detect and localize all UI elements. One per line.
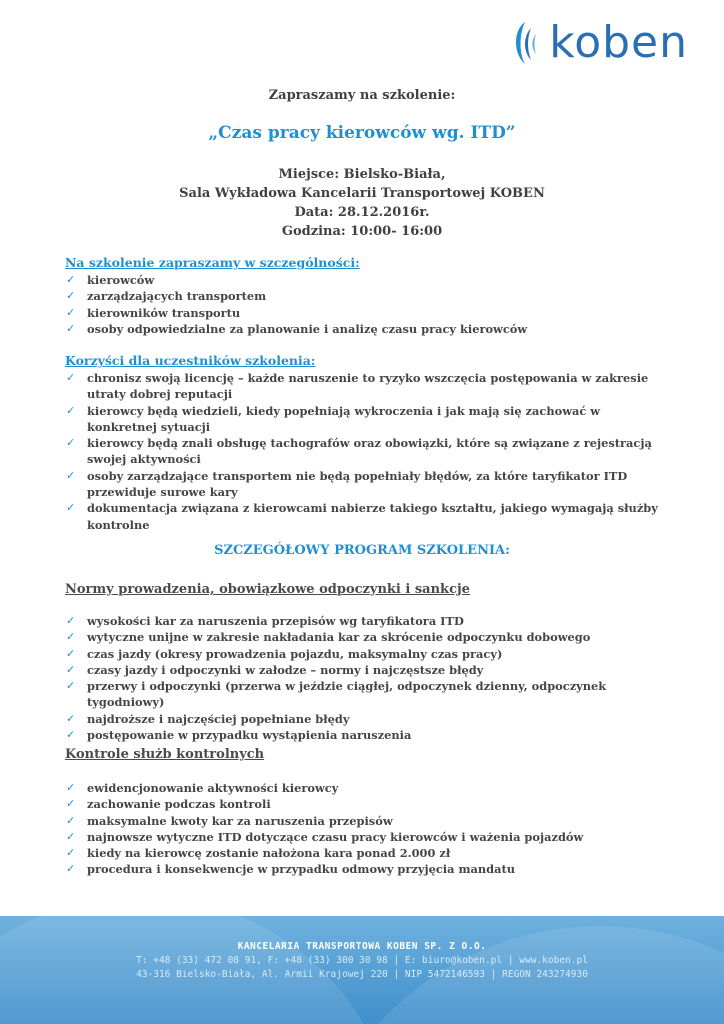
- list-item: ✓ najnowsze wytyczne ITD dotyczące czasu pracy kierowców i ważenia pojazdów: [66, 829, 584, 844]
- checkmark-icon: ✓: [66, 305, 76, 319]
- list-item: ✓ czas jazdy (okresy prowadzenia pojazdu, maksymalny czas pracy): [66, 646, 503, 661]
- audience-heading: Na szkolenie zapraszamy w szczególności:: [65, 255, 360, 270]
- hours-line: Godzina: 10:00- 16:00: [281, 224, 443, 239]
- audience-section: [65, 254, 665, 337]
- checkmark-icon: ✓: [66, 813, 76, 827]
- list-item: ✓ zachowanie podczas kontroli: [66, 797, 271, 812]
- list-item: ✓ zarządzających transportem: [66, 289, 267, 304]
- list-item: ✓ kierowcy będą znali obsługę tachografów oraz obowiązki, które są związane z rejestracją swojej aktywności: [66, 436, 652, 467]
- checkmark-icon: ✓: [66, 273, 76, 286]
- training-details: [0, 165, 724, 241]
- date-line: Data: 28.12.2016r.: [294, 205, 430, 220]
- list-item: ✓ wytyczne unijne w zakresie nakładania kar za skrócenie odpoczynku dobowego: [66, 630, 591, 645]
- koben-swirl-icon: [509, 20, 543, 66]
- checkmark-icon: ✓: [66, 711, 76, 725]
- contact-line: T: +48 (33) 472 08 91, F: +48 (33) 300 30 98 | E: biuro@koben.pl | www.koben.pl: [136, 955, 588, 966]
- list-item: ✓ procedura i konsekwencje w przypadku odmowy przyjęcia mandatu: [66, 862, 516, 877]
- checkmark-icon: ✓: [66, 403, 76, 417]
- list-item: ✓ osoby zarządzające transportem nie będą popełniały błędów, za które taryfikator ITD przewiduje surowe kary: [66, 468, 628, 500]
- checkmark-icon: ✓: [66, 679, 76, 693]
- checkmark-icon: ✓: [66, 662, 76, 676]
- benefits-section: [65, 352, 665, 533]
- company-name: KANCELARIA TRANSPORTOWA KOBEN SP. Z O.O.: [237, 941, 487, 952]
- checkmark-icon: ✓: [66, 728, 76, 742]
- list-item: ✓ chronisz swoją licencję – każde naruszenie to ryzyko wszczęcia postępowania w zakresie utraty dobrej reputacji: [66, 371, 649, 402]
- checkmark-icon: ✓: [66, 862, 76, 876]
- list-item: ✓ wysokości kar za naruszenia przepisów wg taryfikatora ITD: [66, 614, 464, 628]
- checkmark-icon: ✓: [66, 797, 76, 811]
- norms-heading: Normy prowadzenia, obowiązkowe odpoczynki i sankcje: [65, 582, 470, 597]
- audience-list: [65, 272, 665, 337]
- checkmark-icon: ✓: [66, 501, 76, 515]
- training-title: „Czas pracy kierowców wg. ITD”: [208, 123, 516, 143]
- checkmark-icon: ✓: [66, 630, 76, 644]
- list-item: ✓ kierowcy będą wiedzieli, kiedy popełniają wykroczenia i jak mają się zachować w konkretnej sytuacji: [66, 403, 601, 434]
- checkmark-icon: ✓: [66, 468, 76, 482]
- checkmark-icon: ✓: [66, 846, 76, 860]
- checkmark-icon: ✓: [66, 371, 76, 384]
- koben-logo: [509, 16, 688, 70]
- address-line: 43-316 Bielsko-Biała, Al. Armii Krajowej 220 | NIP 5472146593 | REGON 243274930: [136, 969, 588, 980]
- venue-line: Sala Wykładowa Kancelarii Transportowej KOBEN: [179, 186, 545, 201]
- list-item: ✓ kiedy na kierowcę zostanie nałożona kara ponad 2.000 zł: [66, 846, 451, 861]
- benefits-heading: Korzyści dla uczestników szkolenia:: [65, 353, 316, 368]
- checkmark-icon: ✓: [66, 829, 76, 843]
- list-item: ✓ dokumentacja związana z kierowcami nabierze takiego kształtu, jakiego wymagają służby kontrolne: [66, 501, 658, 532]
- list-item: ✓ najdroższe i najczęściej popełniane błędy: [66, 711, 350, 726]
- list-item: ✓ czasy jazdy i odpoczynki w załodze – normy i najczęstsze błędy: [66, 662, 484, 677]
- list-item: ✓ ewidencjonowanie aktywności kierowcy: [66, 781, 339, 795]
- norms-list: [65, 613, 665, 743]
- benefits-list: [65, 370, 665, 533]
- program-section-controls: [65, 746, 665, 878]
- controls-list: [65, 780, 665, 878]
- list-item: ✓ maksymalne kwoty kar za naruszenia przepisów: [66, 813, 393, 828]
- program-title: SZCZEGÓŁOWY PROGRAM SZKOLENIA:: [214, 543, 510, 558]
- list-item: ✓ postępowanie w przypadku wystąpienia naruszenia: [66, 728, 412, 743]
- list-item: ✓ kierowników transportu: [66, 305, 241, 320]
- checkmark-icon: ✓: [66, 781, 76, 794]
- list-item: ✓ kierowców: [66, 273, 155, 287]
- list-item: ✓ osoby odpowiedzialne za planowanie i analizę czasu pracy kierowców: [66, 321, 528, 336]
- logo-wordmark: koben: [549, 17, 688, 68]
- checkmark-icon: ✓: [66, 436, 76, 450]
- place-line: Miejsce: Bielsko-Biała,: [278, 167, 446, 182]
- checkmark-icon: ✓: [66, 289, 76, 303]
- checkmark-icon: ✓: [66, 614, 76, 627]
- checkmark-icon: ✓: [66, 321, 76, 335]
- footer-text: [0, 940, 724, 982]
- footer-band: [0, 916, 724, 1024]
- list-item: ✓ przerwy i odpoczynki (przerwa w jeździe ciągłej, odpoczynek dzienny, odpoczynek tygodniowy): [66, 679, 607, 710]
- controls-heading: Kontrole służb kontrolnych: [65, 747, 265, 762]
- intro-text: Zapraszamy na szkolenie:: [268, 88, 456, 103]
- checkmark-icon: ✓: [66, 646, 76, 660]
- program-section-norms: [65, 581, 665, 743]
